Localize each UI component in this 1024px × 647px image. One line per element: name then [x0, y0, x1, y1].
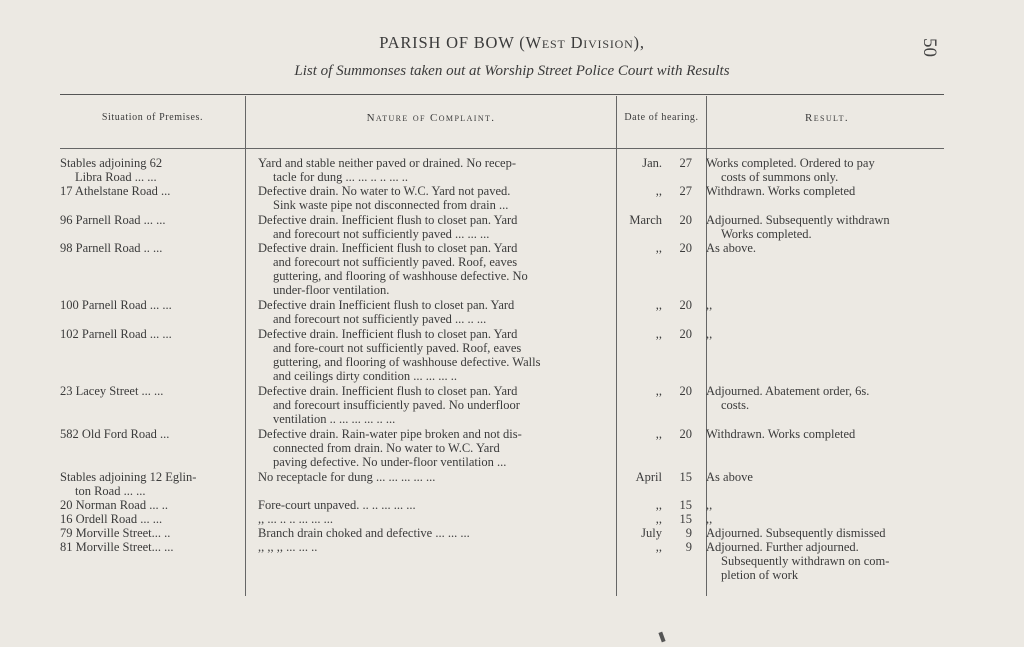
result-cell-line: ,, — [706, 298, 713, 312]
result-cell — [706, 512, 948, 526]
result-cell — [706, 184, 948, 198]
complaint-cell-line: guttering, and flooring of washhouse defective. No — [273, 269, 528, 283]
complaint-cell — [258, 298, 614, 326]
result-cell — [706, 498, 948, 512]
situation-cell — [60, 384, 256, 398]
complaint-cell-line: Branch drain choked and defective ... ... ... — [258, 526, 470, 540]
situation-cell-line: ton Road ... ... — [75, 484, 146, 498]
hearing-day: 20 — [679, 327, 692, 341]
complaint-cell — [258, 156, 614, 184]
hearing-month: ,, — [655, 427, 662, 441]
complaint-cell — [258, 498, 614, 512]
column-divider — [616, 96, 617, 596]
result-cell — [706, 213, 948, 241]
hearing-month: ,, — [655, 540, 662, 554]
situation-cell-line: 20 Norman Road ... .. — [60, 498, 168, 512]
situation-cell — [60, 156, 256, 184]
complaint-cell-line: No receptacle for dung ... ... ... ... ... — [258, 470, 436, 484]
complaint-cell — [258, 213, 614, 241]
result-cell — [706, 241, 948, 255]
complaint-cell-line: Defective drain. Inefficient flush to closet pan. Yard — [258, 384, 518, 398]
result-cell-line: Withdrawn. Works completed — [706, 427, 856, 441]
situation-cell-line: Stables adjoining 12 Eglin- — [60, 470, 197, 484]
header-date: Date of hearing. — [624, 112, 699, 123]
result-cell-line: Adjourned. Further adjourned. — [706, 540, 859, 554]
situation-cell — [60, 184, 256, 198]
hearing-month: ,, — [655, 512, 662, 526]
header-rule — [60, 148, 944, 149]
situation-cell — [60, 213, 256, 227]
result-cell-line: Adjourned. Subsequently dismissed — [706, 526, 886, 540]
complaint-cell-line: Defective drain. Inefficient flush to closet pan. Yard — [258, 241, 518, 255]
complaint-cell-line: Defective drain. Inefficient flush to closet pan. Yard — [258, 327, 518, 341]
situation-cell-line: Stables adjoining 62 — [60, 156, 163, 170]
result-cell — [706, 384, 948, 412]
situation-cell — [60, 241, 256, 255]
result-cell-line: Works completed. Ordered to pay — [706, 156, 875, 170]
result-cell — [706, 298, 948, 312]
result-cell-line: pletion of work — [721, 568, 799, 582]
complaint-cell — [258, 512, 614, 526]
result-cell-line: ,, — [706, 512, 713, 526]
header-situation: Situation of Premises. — [101, 112, 204, 123]
situation-cell-line: 100 Parnell Road ... ... — [60, 298, 172, 312]
hearing-day: 9 — [685, 526, 692, 540]
situation-cell — [60, 298, 256, 312]
complaint-cell-line: Defective drain. No water to W.C. Yard not paved. — [258, 184, 511, 198]
situation-cell — [60, 512, 256, 526]
situation-cell — [60, 327, 256, 341]
situation-cell-line: 79 Morville Street... .. — [60, 526, 171, 540]
result-cell — [706, 327, 948, 341]
result-cell — [706, 526, 948, 540]
complaint-cell-line: and forecourt insufficiently paved. No underfloor — [273, 398, 520, 412]
result-cell-line: ,, — [706, 498, 713, 512]
complaint-cell-line: Defective drain Inefficient flush to closet pan. Yard — [258, 298, 515, 312]
hearing-month: ,, — [655, 384, 662, 398]
situation-cell-line: 81 Morville Street... ... — [60, 540, 174, 554]
complaint-cell-line: and forecourt not sufficiently paved ... .. ... — [273, 312, 487, 326]
situation-cell — [60, 427, 256, 441]
complaint-cell-line: guttering, and flooring of washhouse defective. Walls — [273, 355, 541, 369]
result-cell-line: As above — [706, 470, 753, 484]
hearing-day: 20 — [679, 384, 692, 398]
complaint-cell-line: and fore-court not sufficiently paved. Roof, eaves — [273, 341, 522, 355]
hearing-day: 15 — [679, 498, 692, 512]
complaint-cell-line: and forecourt not sufficiently paved ... ... ... — [273, 227, 490, 241]
complaint-cell-line: ventilation .. ... ... ... .. ... — [273, 412, 396, 426]
hearing-day: 15 — [679, 470, 692, 484]
result-cell-line: costs of summons only. — [721, 170, 839, 184]
result-cell-line: As above. — [706, 241, 756, 255]
result-cell — [706, 156, 948, 184]
result-cell-line: Adjourned. Abatement order, 6s. — [706, 384, 870, 398]
header-result: Result. — [804, 112, 850, 124]
page-subtitle: List of Summonses taken out at Worship Street Police Court with Results — [294, 63, 730, 79]
title-division: (West Division), — [519, 33, 645, 52]
situation-cell-line: 102 Parnell Road ... ... — [60, 327, 172, 341]
top-rule — [60, 94, 944, 95]
situation-cell-line: 98 Parnell Road .. ... — [60, 241, 163, 255]
complaint-cell-line: and ceilings dirty condition ... ... ... .. — [273, 369, 458, 383]
situation-cell-line: 23 Lacey Street ... ... — [60, 384, 164, 398]
complaint-cell — [258, 470, 614, 484]
complaint-cell-line: ,, ... .. .. ... ... ... — [258, 512, 333, 526]
hearing-month: April — [635, 470, 662, 484]
hearing-month: ,, — [655, 241, 662, 255]
result-cell-line: Subsequently withdrawn on com- — [721, 554, 890, 568]
complaint-cell — [258, 526, 614, 540]
result-cell-line: costs. — [721, 398, 750, 412]
situation-cell — [60, 498, 256, 512]
hearing-month: ,, — [655, 327, 662, 341]
complaint-cell-line: ,, ,, ,, ... ... .. — [258, 540, 318, 554]
complaint-cell-line: tacle for dung ... ... .. .. ... .. — [273, 170, 409, 184]
complaint-cell-line: Sink waste pipe not disconnected from drain ... — [273, 198, 509, 212]
hearing-day: 15 — [679, 512, 692, 526]
situation-cell-line: Libra Road ... ... — [75, 170, 157, 184]
hearing-month: ,, — [655, 298, 662, 312]
page-number: 50 — [919, 38, 940, 57]
hearing-month: March — [629, 213, 662, 227]
result-cell — [706, 427, 948, 441]
situation-cell-line: 96 Parnell Road ... ... — [60, 213, 166, 227]
hearing-month: ,, — [655, 184, 662, 198]
situation-cell-line: 16 Ordell Road ... ... — [60, 512, 163, 526]
situation-cell — [60, 540, 256, 554]
hearing-day: 27 — [679, 156, 692, 170]
hearing-day: 20 — [679, 213, 692, 227]
result-cell — [706, 470, 948, 484]
result-cell-line: ,, — [706, 327, 713, 341]
ink-mark — [658, 632, 665, 643]
page-title — [0, 33, 1024, 53]
situation-cell — [60, 470, 256, 498]
hearing-day: 20 — [679, 427, 692, 441]
complaint-cell-line: Yard and stable neither paved or drained. No recep- — [258, 156, 517, 170]
hearing-day: 9 — [685, 540, 692, 554]
hearing-month: ,, — [655, 498, 662, 512]
hearing-day: 20 — [679, 298, 692, 312]
title-main: PARISH OF BOW — [379, 33, 515, 52]
complaint-cell-line: Defective drain. Rain-water pipe broken and not dis- — [258, 427, 522, 441]
complaint-cell — [258, 427, 614, 469]
complaint-cell — [258, 241, 614, 297]
complaint-cell-line: and forecourt not sufficiently paved. Roof, eaves — [273, 255, 518, 269]
complaint-cell-line: paving defective. No under-floor ventilation ... — [273, 455, 507, 469]
hearing-day: 20 — [679, 241, 692, 255]
complaint-cell — [258, 384, 614, 426]
hearing-month: July — [641, 526, 662, 540]
complaint-cell — [258, 184, 614, 212]
complaint-cell-line: Defective drain. Inefficient flush to closet pan. Yard — [258, 213, 518, 227]
situation-cell — [60, 526, 256, 540]
result-cell — [706, 540, 948, 582]
situation-cell-line: 17 Athelstane Road ... — [60, 184, 171, 198]
result-cell-line: Adjourned. Subsequently withdrawn — [706, 213, 890, 227]
hearing-month: Jan. — [642, 156, 662, 170]
result-cell-line: Works completed. — [721, 227, 812, 241]
header-nature: Nature of Complaint. — [366, 112, 496, 124]
complaint-cell-line: connected from drain. No water to W.C. Yard — [273, 441, 500, 455]
complaint-cell-line: under-floor ventilation. — [273, 283, 390, 297]
complaint-cell-line: Fore-court unpaved. .. .. ... ... ... — [258, 498, 416, 512]
hearing-day: 27 — [679, 184, 692, 198]
complaint-cell — [258, 540, 614, 554]
situation-cell-line: 582 Old Ford Road ... — [60, 427, 170, 441]
result-cell-line: Withdrawn. Works completed — [706, 184, 856, 198]
complaint-cell — [258, 327, 614, 383]
